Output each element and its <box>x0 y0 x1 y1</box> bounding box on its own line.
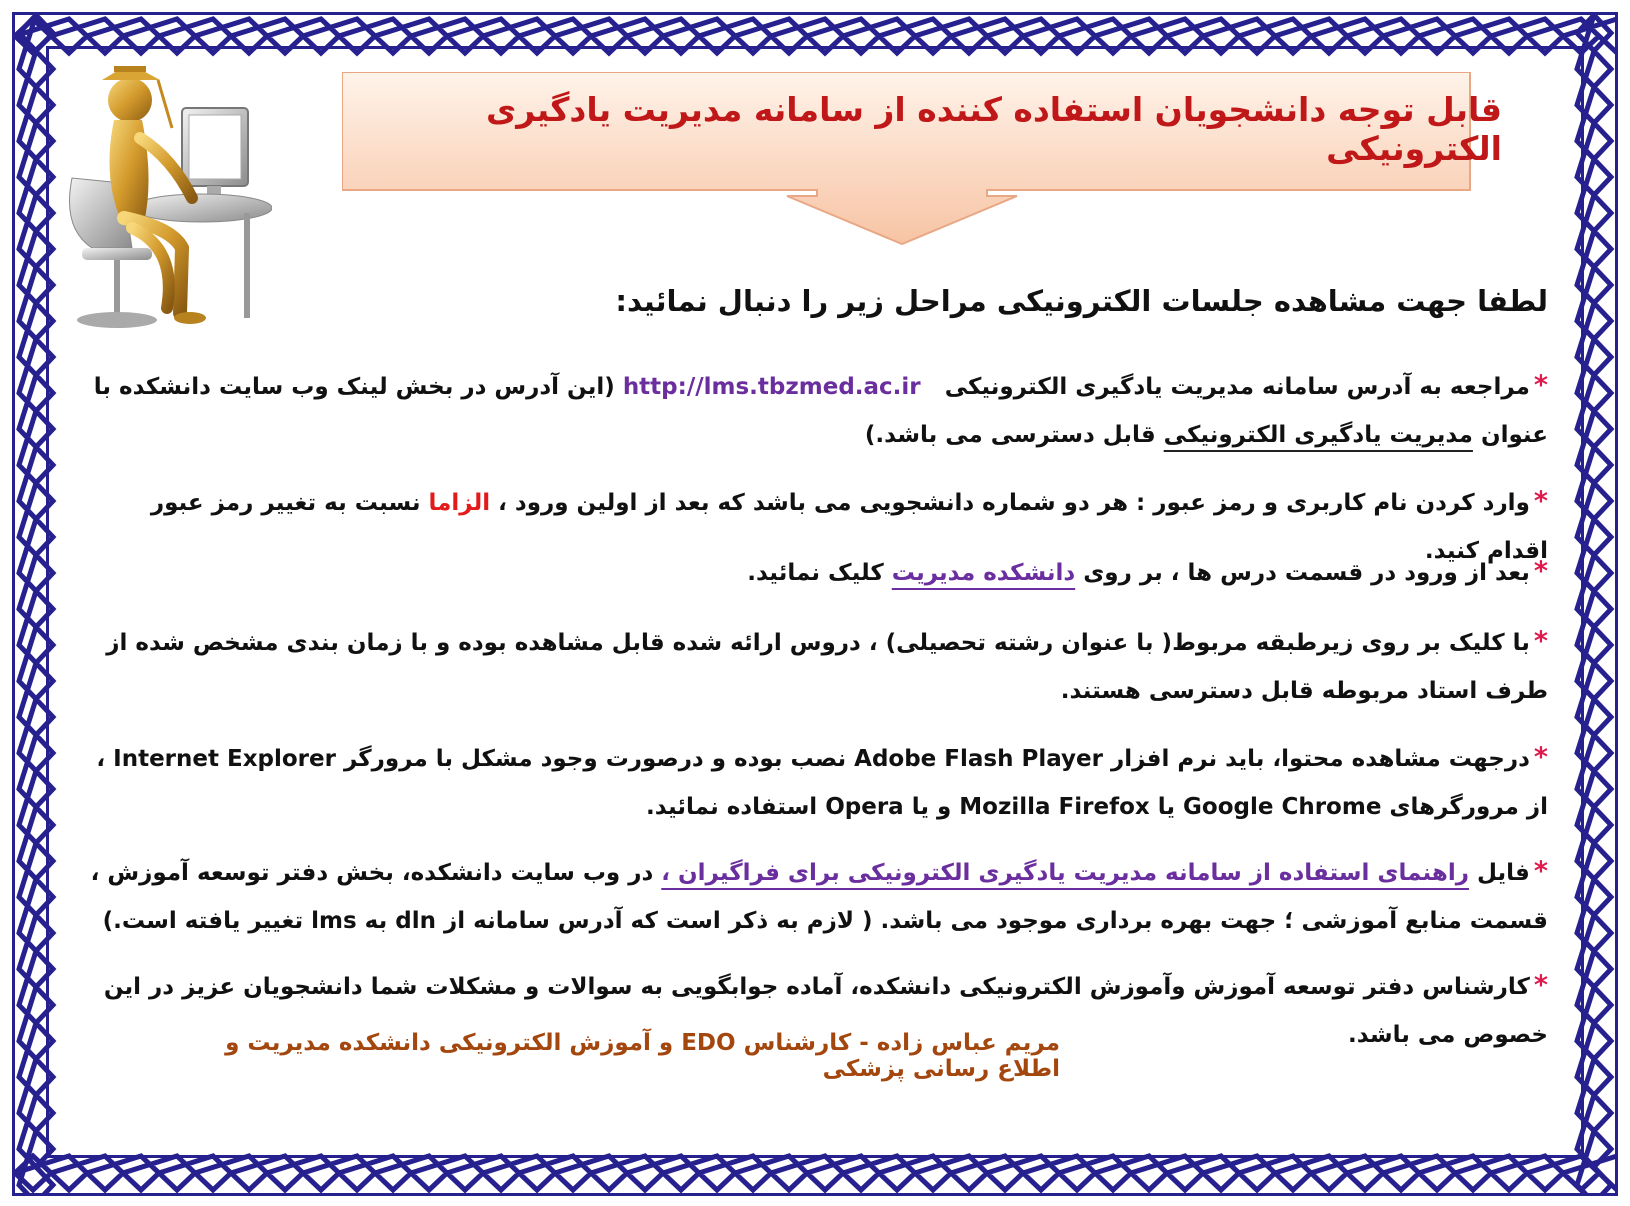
instruction-item-2: *وارد کردن نام کاربری و رمز عبور : هر دو شماره دانشجویی می باشد که بعد از اولین ورود ، الزاما نسبت به تغییر رمز عبور اقدام کنید. <box>150 486 1548 564</box>
star-bullet: * <box>1533 556 1548 587</box>
zigzag-border-top <box>15 15 1615 57</box>
title-banner <box>342 72 1522 262</box>
faculty-link[interactable]: دانشکده مدیریت <box>891 560 1076 586</box>
lms-link[interactable]: http://lms.tbzmed.ac.ir <box>622 374 921 400</box>
instruction-item-4: *با کلیک بر روی زیرطبقه مربوط( با عنوان رشته تحصیلی) ، دروس ارائه شده قابل مشاهده بوده و با زمان بندی مشخص شده از طرف استاد مربوطه قابل دسترسی هستند. <box>106 626 1548 704</box>
instruction-item-3: *بعد از ورود در قسمت درس ها ، بر روی دانشکده مدیریت کلیک نمائید. <box>747 556 1548 587</box>
star-bullet: * <box>1533 856 1548 887</box>
star-bullet: * <box>1533 742 1548 773</box>
zigzag-border-bottom <box>15 1152 1615 1194</box>
signature-line: مریم عباس زاده - کارشناس EDO و آموزش الکترونیکی دانشکده مدیریت و اطلاع رسانی پزشکی <box>225 1030 1060 1082</box>
star-bullet: * <box>1533 626 1548 657</box>
instruction-item-7: *کارشناس دفتر توسعه آموزش وآموزش الکترونیکی دانشکده، آماده جوابگویی به سوالات و مشکلات شما دانشجویان عزیز در این خصوص می باشد. <box>103 970 1548 1048</box>
instruction-item-1: *مراجعه به آدرس سامانه مدیریت یادگیری الکترونیکی http://lms.tbzmed.ac.ir (این آدرس در بخش لینک وب سایت دانشکده با عنوان مدیریت یادگیری الکترونیکی قابل دسترسی می باشد.) <box>93 370 1548 448</box>
instruction-item-6: *فایل راهنمای استفاده از سامانه مدیریت یادگیری الکترونیکی برای فراگیران ، در وب سایت دانشکده، بخش دفتر توسعه آموزش ، قسمت منابع آموزشی ؛ جهت بهره برداری موجود می باشد. ( لازم به ذکر است که آدرس سامانه از dln به lms تغییر یافته است.) <box>90 856 1548 934</box>
banner-title: قابل توجه دانشجویان استفاده کننده از سامانه مدیریت یادگیری الکترونیکی <box>485 90 1502 168</box>
guide-file-link[interactable]: راهنمای استفاده از سامانه مدیریت یادگیری الکترونیکی برای فراگیران ، <box>661 860 1469 886</box>
zigzag-border-right <box>1573 15 1615 1193</box>
graduate-computer-illustration <box>62 58 272 358</box>
star-bullet: * <box>1533 370 1548 401</box>
instruction-item-5: *درجهت مشاهده محتوا، باید نرم افزار Adobe Flash Player نصب بوده و درصورت وجود مشکل با مرورگر Internet Explorer ، از مرورگرهای Google Chrome یا Mozilla Firefox و یا Opera استفاده نمائید. <box>96 742 1548 820</box>
star-bullet: * <box>1533 970 1548 1001</box>
mandatory-word: الزاما <box>428 490 491 516</box>
star-bullet: * <box>1533 486 1548 517</box>
instructions-heading: لطفا جهت مشاهده جلسات الکترونیکی مراحل زیر را دنبال نمائید: <box>615 284 1548 318</box>
lms-section-name: مدیریت یادگیری الکترونیکی <box>1163 422 1473 448</box>
zigzag-border-left <box>15 15 57 1193</box>
